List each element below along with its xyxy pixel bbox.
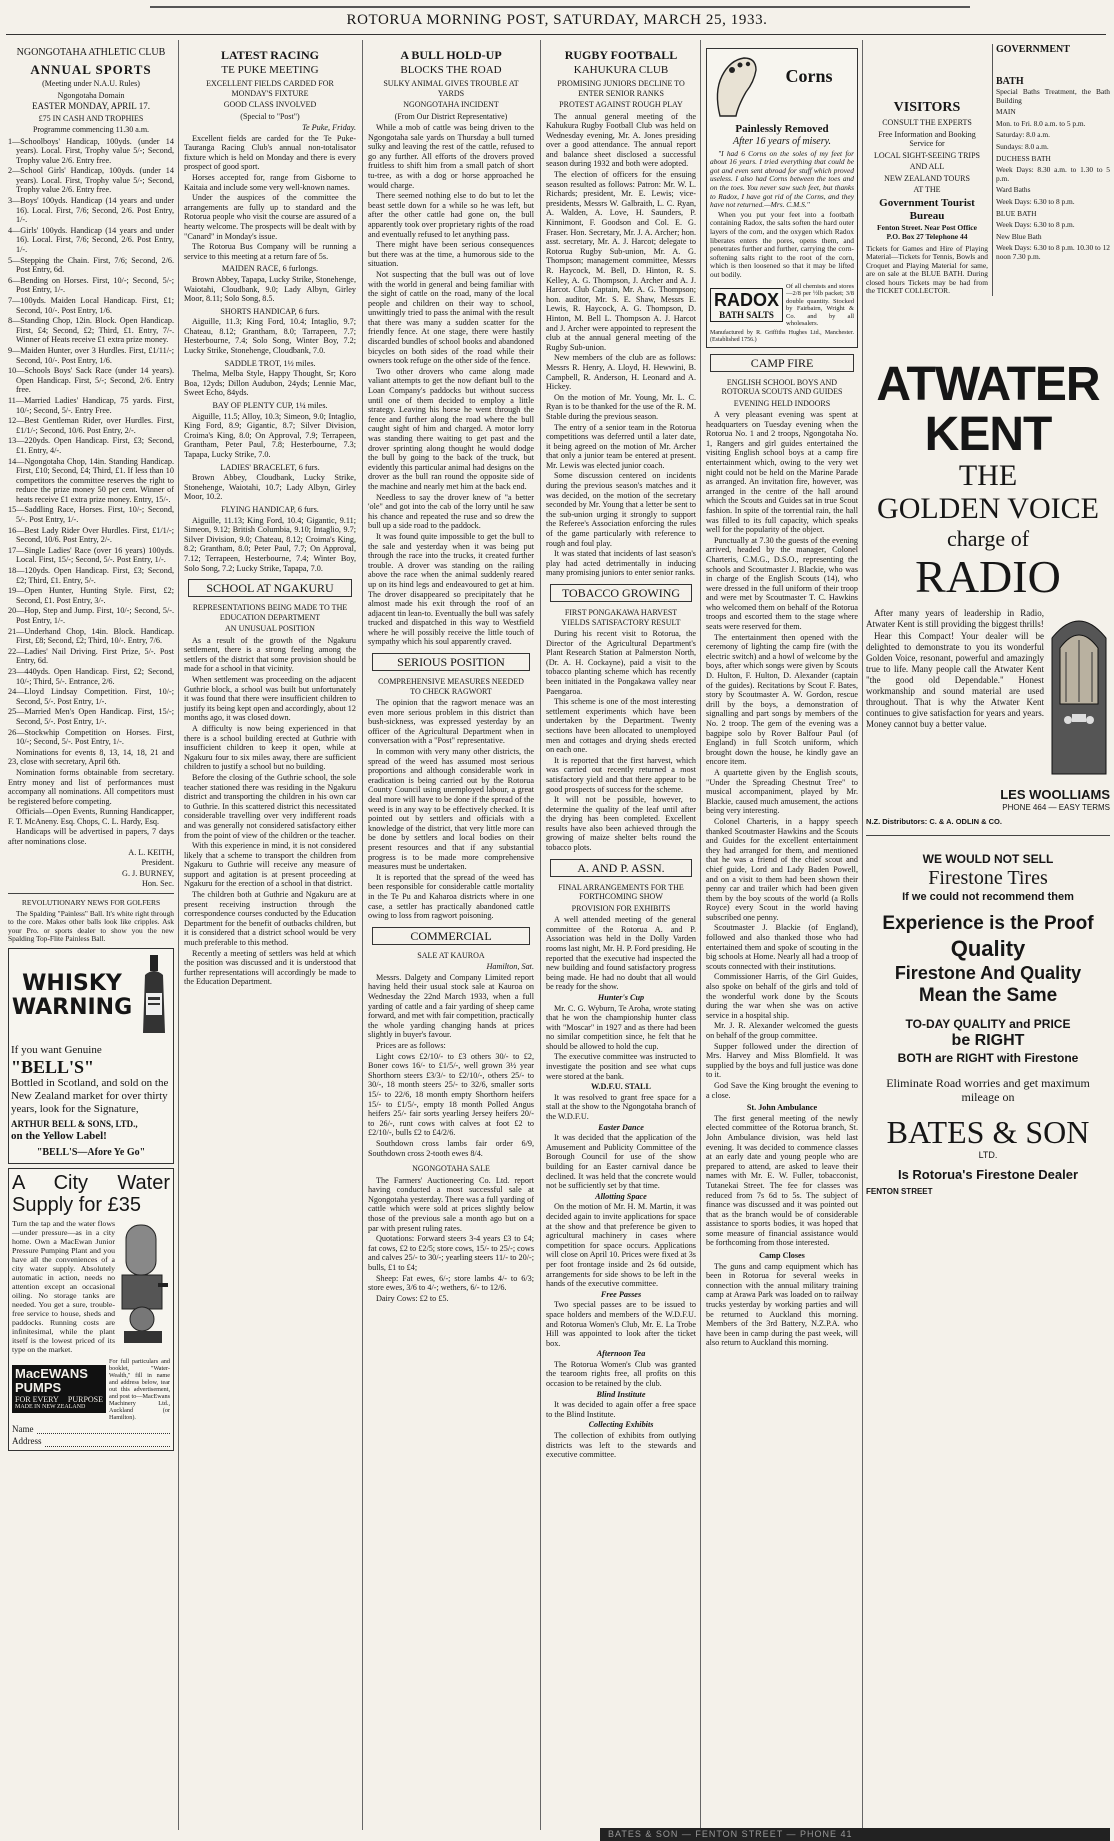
race-name: LADIES' BRACELET, 6 furs. — [220, 462, 320, 472]
firestone-line-5: Quality — [950, 935, 1026, 961]
event-item: 19—Open Hunter, Hunting Style. First, £2; Second, £1. Post Entry, 3/-. — [8, 586, 174, 605]
baths-text: Special Baths Treatment, the Bath Building — [996, 87, 1110, 105]
event-date: EASTER MONDAY, APRIL 17. — [32, 101, 150, 111]
easter-dance-text: It was decided that the application of the Amusement and Publicity Committee of the Borough Council for use of the show building for an Easter carnival dance be declined. It was held that the concrete would not be sufficiently set by that time. — [546, 1133, 696, 1191]
radox-price: Of all chemists and stores—2/8 per ½lb packet; 3/8 double quantity. Stocked by Fairbairn, Wright & Co. and by all wholesalers. — [786, 282, 854, 327]
commercial-paragraph: Southdown cross lambs fair order 6/9, Southdown cross 2-tooth ewes 8/4. — [368, 1138, 534, 1158]
camp-fire-subhead: ENGLISH SCHOOL BOYS AND ROTORUA SCOUTS AND GUIDES — [721, 377, 843, 396]
bull-heading: A BULL HOLD-UP — [400, 48, 502, 62]
radio-title: RADIO — [915, 551, 1061, 603]
bull-subhead-2: NGONGOTAHA INCIDENT — [403, 100, 499, 109]
event-item: 21—Underhand Chop, 14in. Block. Handicap. First, £8; Second, £2; Third, 10/-. Entry, 7/6. — [8, 626, 174, 646]
school-paragraph: Recently a meeting of settlers was held at which the position was discussed and it is understood that further representations will accordingly be made to the Education Department. — [184, 948, 356, 987]
event-item: 1—Schoolboys' Handicap, 100yds. (under 14 years). Local. First, Trophy value 5/-; Second, Trophy value 2/6. Entry free. — [8, 136, 174, 165]
commercial-paragraph: Prices are as follows: — [376, 1040, 446, 1050]
pump-icon — [118, 1219, 170, 1354]
bells-signature: ARTHUR BELL & SONS, LTD., — [11, 1118, 138, 1129]
event-item: 23—440yds. Open Handicap. First, £2; Second, 10/-; Third, 5/-. Entrance, 2/6. — [8, 666, 174, 686]
nz-tours: NEW ZEALAND TOURS — [884, 173, 970, 183]
racing-subhead-2: GOOD CLASS INVOLVED — [223, 100, 317, 109]
phone-terms: PHONE 464 — EASY TERMS — [1002, 802, 1110, 812]
corns-subtitle: Painlessly Removed — [735, 122, 829, 135]
rugby-subhead-2: PROTEST AGAINST ROUGH PLAY — [559, 100, 683, 109]
macewans-logo: MacEWANS PUMPS — [15, 1366, 88, 1395]
ngongotaha-sale-paragraph: Quotations: Forward steers 3-4 years £3 to £4; fat cows, £2 to £2/5; store cows, 15/- to 25/-; cows and calves 25/- to 30/-; yearling steers 11/- to 20/-; bulls, £1 to £4; — [368, 1234, 534, 1272]
event-item: 20—Hop, Step and Jump. First, 10/-; Second, 5/-. Post Entry, 1/-. — [8, 606, 174, 625]
ngongotaha-sale-paragraph: Dairy Cows: £2 to £5. — [376, 1293, 449, 1303]
rugby-heading: RUGBY FOOTBALL — [564, 48, 678, 62]
commercial-paragraph: Light cows £2/10/- to £3 others 30/- to £2, Boner cows 16/- to £1/5/-, well grown 3½ year Shorthorn steers £3/3/- to £2/10/-, others 25/- to 30/-, 18 month steers 25/- to 32/6, smaller sorts 15/- to 22/6, 18 month empty Shorthorn heifers 15/- to £1/5/-, empty 18 month Polled Angus heifers 25/- fair sorts yearling Jersey heifers 20/- to 26/-, runt cows with calves at foot £2 to £2/10/-, bulls £2 to £4/2/6. — [368, 1051, 534, 1138]
golf-heading: REVOLUTIONARY NEWS FOR GOLFERS — [21, 898, 161, 908]
masthead-rule — [6, 34, 1106, 35]
atwater-intro: After many years of leadership in Radio, Atwater Kent is still providing the biggest thrills! — [866, 608, 1044, 630]
timetable-line: Ward Baths — [996, 185, 1031, 195]
corns-title: Corns — [785, 66, 833, 86]
masthead — [0, 0, 1114, 38]
school-paragraph: With this experience in mind, it is not considered likely that a scheme to transport the children from Ngakuru to Guthrie will receive any measure of support and agitation is at present proceeding at Ngakuru for the erection of a school in that district. — [184, 841, 356, 889]
tea-heading: Afternoon Tea — [596, 1349, 646, 1359]
camp-fire-subhead-2: EVENING HELD INDOORS — [733, 398, 831, 408]
event-item: 10—Schools Boys' Sack Race (under 14 years). Open Handicap. First, 5/-; Second, 2/6. Entry free. — [8, 366, 174, 395]
timetable-line: DUCHESS BATH — [996, 153, 1051, 163]
event-item: 9—Maiden Hunter, over 3 Hurdles. First, £1/11/-; Second, 10/-. Post Entry, 1/6. — [8, 345, 174, 365]
venue: Ngongotaha Domain — [57, 90, 125, 100]
ambulance-heading: St. John Ambulance — [746, 1103, 818, 1113]
column-adverts — [866, 44, 1110, 1836]
school-heading: SCHOOL AT NGAKURU — [188, 579, 352, 597]
bull-paragraph: There might have been serious consequences but there was at the time, a humorous side to the situation. — [368, 240, 534, 269]
column-rule — [178, 40, 179, 1830]
macewans-made-in: MADE IN NEW ZEALAND — [15, 1404, 86, 1410]
tobacco-paragraphs — [546, 629, 696, 853]
blind-text: It was decided to again offer a free space to the Blind Institute. — [546, 1400, 696, 1419]
tobacco-subhead: FIRST PONGAKAWA HARVEST YIELDS SATISFACTORY RESULT — [561, 608, 681, 627]
racing-paragraph: Under the auspices of the committee the arrangements are fully up to standard and the Rotorua people who visit the course are assured of a hearty welcome. The prospects will be dealt with by "Canard" in Monday's issue. — [184, 193, 356, 241]
hunters-cup-text: Mr. C. G. Wyburn, Te Aroha, wrote stating that he won the championship hunter class with "Moscar" in 1927 and as there had been no similar competition since, he felt that he should be allowed to hold the cup. — [546, 1003, 696, 1051]
bull-paragraphs — [368, 123, 534, 647]
hunters-cup-text-2: The executive committee was instructed to investigate the position and see what cups were stored at the bank. — [546, 1052, 696, 1081]
events-list — [8, 137, 174, 747]
bull-paragraph: Not suspecting that the bull was out of love with the world in general and being familiar with the sight of cattle on the road, many of the local people and children on their way to school, unwittingly tried to pass the animal with the result that there was many a sudden scatter for the friendly fence. At one stage, there were hastily discarded bundles of school books and abandoned bicycles on both sides of the road while their owners took refuge on the other side of the fence. — [368, 269, 534, 366]
passes-text: Two special passes are to be issued to space holders and members of the W.D.F.U. and Rotorua Women's Club, Mr. E. La Trobe Hill was appointed to look after the ticket box. — [546, 1300, 696, 1348]
footer-strip — [600, 1828, 1110, 1841]
school-paragraph: When settlement was proceeding on the adjacent Guthrie block, a school was built but unfortunately it was found that there were insufficient children to justify its being kept open and accordingly, about 12 months ago, it was closed down. — [184, 675, 356, 723]
firestone-line-6: Firestone And Quality — [894, 962, 1082, 983]
timetable-line: Week Days: 6.30 to 8 p.m. — [996, 196, 1075, 206]
bull-paragraph: Needless to say the drover knew of "a better 'ole" and got into the cab of the lorry until he saw his chance and repeated the ruse and so drew the bull up a side road to the paddock. — [368, 492, 534, 531]
camp-fire-paragraph: God Save the King brought the evening to a close. — [706, 1080, 858, 1100]
firestone-advert — [866, 852, 1110, 1197]
foot-icon — [710, 52, 762, 123]
firestone-right-1: be RIGHT — [951, 1031, 1025, 1049]
race-acceptors: Aiguille, 11.3; King Ford, 10.4; Intaglio, 9.7; Chateau, 8.12; Grantham, 8.0; Tarrapeen, 7.7; Hesterbourne, 7.4; Solo Song, Winter Boy, 7.2; Lucky Strike, Stonehenge, Cloudbank, 7.0. — [184, 317, 356, 356]
bull-paragraph: While a mob of cattle was being driven to the Ngongotaha sale yards on Thursday a bull turned sulky and leaving the rest of the cattle, refused to go any further. All efforts of the drovers proved fruitless to shift him from a small patch of short tu-tree, as with a dog or horse approached he would charge. — [368, 123, 534, 190]
consult-experts: CONSULT THE EXPERTS — [882, 118, 972, 127]
event-item: 16—Best Lady Rider Over Hurdles. First, £1/1/-; Second, 10/6. Post Entry, 2/-. — [8, 525, 174, 545]
timetable-line: Week Days: 8.30 a.m. to 1.30 to 5 p.m. — [996, 165, 1110, 183]
race-name: SADDLE TROT, 1½ miles. — [224, 358, 316, 368]
ap-subhead: FINAL ARRANGEMENTS FOR THE FORTHCOMING SHOW — [558, 882, 684, 902]
event-item: 14—Ngongotaha Chop, 14in. Standing Handicap. First, £10; Second, £4; Third, £1. If less than 10 competitors the committee reserves the right to reduce the prize money 50 per cent. Winner of heats receive £1 extra prize money. Entry, 15/-. — [8, 456, 174, 504]
timetable-line: Mon. to Fri. 8.0 a.m. to 5 p.m. — [996, 118, 1086, 128]
rugby-paragraph: On the motion of Mr. Young, Mr. L. C. Ryan is to be thanked for the use of the R. M. Stable during the previous season. — [546, 392, 696, 421]
tickets-note: Tickets for Games and Hire of Playing Material—Tickets for Tennis, Bowls and Croquet and Playing Material for same, are on sale at the BLUE BATH. During closed hours Tickets may be had from the TICKET COLLECTOR. — [866, 243, 988, 296]
bureau-title-2: Bureau — [909, 209, 945, 222]
at-the: AT THE — [913, 185, 941, 194]
event-item: 3—Boys' 100yds. Handicap (14 years and under 16). Local. First, 7/6; Second, 2/6. Post Entry, 1/-. — [8, 196, 174, 225]
special-note: (Special to "Post") — [240, 111, 300, 121]
secretary-name: G. J. BURNEY, — [122, 868, 174, 878]
rugby-paragraph: The entry of a senior team in the Rotorua competitions was deferred until a later date, it being agreed on the motion of Mr. Archer that only a junior team be entered at present. Mr. Lewis was elected junior coach. — [546, 422, 696, 470]
tobacco-paragraph: It is reported that the first harvest, which was carried out recently returned a most satisfactory yield and that there appear to be good prospects of success for the scheme. — [546, 755, 696, 794]
column-rule — [700, 40, 701, 1830]
ngongotaha-sale-paragraph: Sheep: Fat ewes, 6/-; store lambs 4/- to 6/3; store ewes, 3/6 to 4/-; wethers, 6/- to 12/6. — [368, 1273, 534, 1293]
race-name: BAY OF PLENTY CUP, 1¼ miles. — [212, 401, 328, 411]
serious-paragraph: In common with very many other districts, the spread of the weed has assumed most serious proportions and although considerable work in eradication is being carried out by the Rotorua County Council using unemployed labour, a great deal more will have to be done if the spread of the weed is in any way to be effectively checked. It is pointed out by settlers and officials with a knowledge of the district, that very little more can be done by settlers and local bodies on their present resources and that if any substantial progress is to be made more comprehensive measures must be undertaken. — [368, 747, 534, 872]
officials-note: Officials—Open Events, Running Handicapper, F. T. McAneny. Esq. Chops, C. L. Hardy, Esq. — [8, 807, 174, 826]
bates-dealer: Is Rotorua's Firestone Dealer — [897, 1166, 1079, 1182]
school-paragraph: Before the closing of the Guthrie school, the sole teacher stationed there was residing in the Ngakuru district and transporting the children in his own car to Guthrie. In this scattered district this necessitated considerable travelling over very indifferent roads and was generally not considered satisfactory either from the point of view of the children or the teacher. — [184, 772, 356, 840]
baths-timetable — [996, 108, 1110, 261]
event-item: 7—100yds. Maiden Local Handicap. First, £1; Second, 10/-. Post Entry, 1/6. — [8, 296, 174, 315]
water-supply-text: Turn the tap and the water flows—under pressure—as in a city home. Own a MacEwan Junior Pressure Pumping Plant and you have all the conveniences of a city water supply. Absolutely automatic in action, needs no attention except an occasional oiling. No storage tanks are needed. You get a sure, trouble-free service to house, sheds and paddocks. Running costs are infinitesimal, while the plant itself is the lowest priced of its type on the market. — [12, 1218, 115, 1354]
timetable-line: MAIN — [996, 107, 1016, 117]
rugby-paragraph: The annual general meeting of the Kahukura Rugby Football Club was held on Wednesday evening, Mr. A. Jones presiding over a good attendance. The annual report and balance sheet disclosed a successful season during 1932 and both were adopted. — [546, 111, 696, 169]
closing-note: Nominations for events 8, 13, 14, 18, 21 and 23, close with secretary, April 6th. — [8, 747, 174, 767]
race-acceptances — [184, 264, 356, 573]
allotting-heading: Allotting Space — [595, 1191, 647, 1201]
event-item: 2—School Girls' Handicap, 100yds. (under 14 years). Local. First, Trophy value 5/-; Second, Trophy value 2/6. Entry free. — [8, 166, 174, 195]
firestone-today: TO-DAY QUALITY and PRICE — [905, 1016, 1071, 1031]
serious-paragraph: The opinion that the ragwort menace was an even more serious problem in this district than bush-sickness, was expressed yesterday by an officer of the Agricultural Department when in conversation with a "Post" representative. — [368, 698, 534, 746]
golden-voice-title: GOLDEN VOICE — [877, 492, 1099, 526]
event-item: 26—Stockwhip Competition on Horses. First, 10/-; Second, 5/-. Post Entry, 1/-. — [8, 727, 174, 747]
race-name: SHORTS HANDICAP, 6 furs. — [220, 306, 320, 316]
event-item: 17—Single Ladies' Race (over 16 years) 100yds. Local. First, 15/-; Second, 5/-. Post Entry, 1/-. — [8, 545, 174, 565]
atwater-title: ATWATER — [876, 358, 1100, 412]
commercial-paragraphs — [368, 973, 534, 1158]
column-bull — [368, 44, 534, 1836]
charge-of: charge of — [946, 526, 1030, 552]
race-acceptors: Brown Abbey, Cloudbank, Lucky Strike, Stonehenge, Waiotahi, 10.7; Lady Albyn, Girley Moor, 10.2. — [184, 473, 356, 502]
radox-bath-salts: BATH SALTS — [719, 310, 774, 320]
serious-subhead: COMPREHENSIVE MEASURES NEEDED TO CHECK RAGWORT — [378, 677, 524, 696]
bull-subhead: SULKY ANIMAL GIVES TROUBLE AT YARDS — [383, 79, 519, 98]
camp-fire-paragraph: Commissioner Harris, of the Girl Guides, also spoke on behalf of the girls and told of the wonderful work done by the Scouts during the war when she was on active service in a hospital ship. — [706, 972, 858, 1020]
column-rule — [862, 40, 863, 1830]
bells-slogan: "BELL'S—Afore Ye Go" — [36, 1146, 146, 1158]
firestone-line-2: Firestone Tires — [928, 866, 1048, 889]
les-woolliams: LES WOOLLIAMS — [1000, 786, 1110, 802]
column-rule — [362, 40, 363, 1830]
bull-paragraph: It was found quite impossible to get the bull to the sale and yesterday when it was being put through the race into the trucks, it created further trouble. A drover was standing on the railing above the race when the animal suddenly reared up on its hind legs and endeavoured to get at him. The drover disappeared so precipitately that he almost made his exit through the roof of an adjacent tin lean-to. Eventually the bull was safely trucked and dispatched in this way to Westfield where he will possibly receive the little touch of sympathy which his soul apparently craved. — [368, 531, 534, 647]
and-all: AND ALL — [909, 162, 945, 171]
event-item: 11—Married Ladies' Handicap, 75 yards. First, 10/-; Second, 5/-. Entry Free. — [8, 395, 174, 415]
divider — [8, 893, 174, 894]
commercial-dateline: Hamilton, Sat. — [486, 962, 534, 972]
masthead-title: ROTORUA MORNING POST, SATURDAY, MARCH 25, 1933. — [346, 12, 768, 28]
atwater-text: Hear this Compact! Your dealer will be delighted to demonstrate to you its wonderful Golden Voice, resonant, powerful and amazingly true to life. Many people call the Atwater Kent "the good old Dependable." Honest workmanship and sound material are used throughout. That is why the Atwater Kent continues to give satisfaction for years and years. Money cannot buy a better value. — [866, 631, 1044, 730]
camp-fire-heading: CAMP FIRE — [710, 354, 854, 372]
ambulance-text: The first general meeting of the newly elected committee of the Rotorua branch, St. John Ambulance division, was held last evening. It was decided to commence classes at an early date and young people who are prepared to attend, are asked to leave their names with Mr. E. W. Fuller, tobacconist, Tutanekai Street. The fee for classes was reduced from 7s 6d to 5s. The subject of finance was discussed and it was pointed out that as the branch would be of considerable assistance to sports bodies, it was hoped that some measure of financial assistance would be forthcoming from those interested. — [706, 1113, 858, 1248]
bells-yellow-label: on the Yellow Label! — [11, 1129, 107, 1142]
tobacco-paragraph: During his recent visit to Rotorua, the Director of the Agricultural Department's Plant Research Station at Palmerston North, (Dr. A. H. Cockayne), paid a visit to the tobacco planting scheme which has recently been initiated in the Pongakawa valley near Paengaroa. — [546, 629, 696, 696]
timetable-line: BLUE BATH — [996, 208, 1037, 218]
whisky-advert — [8, 948, 174, 1164]
tea-text: The Rotorua Women's Club was granted the tearoom rights free, all profits on this occasion to be retained by the club. — [546, 1359, 696, 1389]
booking-service: Free Information and Booking Service for — [878, 129, 976, 148]
tobacco-paragraph: This scheme is one of the most interesting settlement experiments which have been undertaken by the Department. Twenty sections have been allocated to unemployed men and cottages and drying sheds erected on each one. — [546, 697, 696, 755]
school-subhead: REPRESENTATIONS BEING MADE TO THE EDUCATION DEPARTMENT — [192, 603, 348, 622]
water-supply-heading: A City Water Supply for £35 — [12, 1171, 170, 1216]
ap-subhead-2: PROVISION FOR EXHIBITS — [571, 903, 671, 913]
camp-fire-paragraph: A quartette given by the English scouts, "Under the Spreading Chestnut Tree" to musical accompaniment, played by Mr. Blackie, caused much amusement, the actions being very interesting. — [706, 767, 858, 816]
bells-text: Bottled in Scotland, and sold on the New Zealand market for over thirty years, look for the Signature, — [11, 1076, 169, 1115]
event-item: 24—Lloyd Lindsay Competition. First, 10/-; Second, 5/-. Post Entry, 1/-. — [8, 687, 174, 706]
camp-fire-paragraph: Scoutmaster J. Blackie (of England), followed and also thanked those who had entertained them and spoke of scouting in the big schools at Home. Nearly all had a troop of scouts connected with their institutions. — [706, 923, 858, 971]
event-item: 13—220yds. Open Handicap. First, £3; Second, £1. Entry, 4/-. — [8, 436, 174, 455]
rugby-paragraphs — [546, 112, 696, 579]
school-paragraph: The children both at Guthrie and Ngakuru are at present receiving instruction through the correspondence courses conducted by the Education Department for the benefit of outbacks children, but it is considered that a district school would be very much preferable to this method. — [184, 890, 356, 948]
rugby-paragraph: The election of officers for the ensuing season resulted as follows: Patron: Mr. W. L. Richards; president, Mr. E. Lewis; vice-presidents, Messrs W. Galbraith, L. C. Ryan, A. Walden, A. Love, H. Saunders, P. Kinnimont, F. Goodson and Col. E. G. Fraser. Hon. Secretary, Mr. J. A. Archer; hon. asst. secretary, Mr. A. J. Harcot; delegate to Rotorua Rugby Sub-union, Mr. A. G. Thompson; management committee, Messrs R. Haycock, M. Bell, D. Hinton, R. S. Kelley, A. G. Thompson, J. Archer and A. J. Harcot. Club Captain, Mr. A. G. Thompson; hon. auditor, Mr. S. E. Shaw, Messrs E. Lewis, R. Haycock, A. G. Thompson, D. Hinton, M. Bell L. Thompson A. J. Harcot and J. Archer were appointed to represent the club at the annual general meeting of the Rugby Sub-union. — [546, 170, 696, 352]
ngongotaha-sale-paragraph: The Farmers' Auctioneering Co. Ltd. report having conducted a most successful sale at Ngongotaha yesterday. There was a full yarding of cattle which were sold at prices slightly below those of the previous sale a month ago but on a par with present ruling rates. — [368, 1175, 534, 1233]
corns-text: When you put your feet into a footbath containing Radox, the salts soften the hard outer layers of the corn, and the oxygen which Radox liberates enters the pores, opens them, and penetrates further and further, carrying the corn-softening salts right to the root of the corn, which is then loosened so that it may be lifted out bodily. — [710, 209, 854, 279]
serious-paragraph: It is reported that the spread of the weed has been responsible for considerable cattle mortality in the Te Pu and Kaharoa districts where in one case, a settler has practically abandoned cattle owing to loss from ragwort poisoning. — [368, 872, 534, 921]
government-heading: GOVERNMENT — [996, 44, 1070, 55]
easter-dance-heading: Easter Dance — [598, 1122, 644, 1132]
rules-note: (Meeting under N.A.U. Rules) — [42, 79, 140, 88]
bull-paragraph: Two other drovers who came along made valiant attempts to get the now defiant bull to the Loan Company's paddocks but without success until one of them decided to employ a little strategy. Leaving his horse he went through the fence and further along the road where the bull caught sight of him and charged. A motor lorry was standing there waiting to get past and the drover sprinting along thought he would dodge the bull by going to the back of the truck, but evidently this particular animal had designs on the drover as the bull ran round the opposite side of the machine and nearly met him at the back end. — [368, 366, 534, 491]
radox-advert — [706, 48, 858, 348]
event-item: 18—120yds. Open Handicap. First, £3; Second, £2; Third, £1. Entry, 5/-. — [8, 566, 174, 585]
sightseeing-trips: LOCAL SIGHT-SEEING TRIPS — [874, 150, 980, 160]
race-name: MAIDEN RACE, 6 furlongs. — [221, 264, 319, 274]
timetable-line: Saturday: 8.0 a.m. — [996, 130, 1050, 140]
racing-paragraph: The Rotorua Bus Company will be running a service to this meeting at a return fare of 5s. — [184, 242, 356, 261]
macewans-advert — [8, 1168, 174, 1451]
camp-fire-paragraph: Mr. J. R. Alexander welcomed the guests on behalf of the group committee. — [706, 1021, 858, 1040]
school-paragraphs — [184, 636, 356, 987]
event-item: 15—Saddling Race, Horses. First, 10/-; Second, 5/-. Post Entry, 1/-. — [8, 505, 174, 525]
school-paragraph: A difficulty is now being experienced in that there is a school building erected at Guthrie with insufficient children to keep it open, while at Ngakuru four to six miles away, there are sufficient children to justify a school but no building. — [184, 723, 356, 772]
camp-fire-paragraphs — [706, 410, 858, 1100]
tobacco-heading: TOBACCO GROWING — [550, 584, 692, 602]
golf-text: The Spalding "Painless" Ball. It's white right through to the core. Makes other balls look like cripples. Ask your Pro. or sports dealer to show you the new Spalding Top-Flite Painless Ball. — [8, 908, 174, 944]
collecting-heading: Collecting Exhibits — [588, 1420, 654, 1430]
radox-manufacturer: Manufactured by R. Griffiths Hughes Ltd., Manchester. (Established 1756.) — [710, 329, 854, 343]
bull-source: (From Our District Representative) — [394, 111, 508, 121]
column-athletics — [8, 44, 174, 1836]
warning-title: WARNING — [11, 995, 133, 1021]
bull-paragraph: There seemed nothing else to do but to let the beast settle down for a while so he was left, but after the other cattle had gone on, the bull apparently took over proprietary rights of the road and eventually refused to let anything pass. — [368, 191, 534, 239]
racing-heading: LATEST RACING — [221, 48, 319, 62]
tobacco-paragraph: It will not be possible, however, to determine the quality of the leaf until after the drying has been completed. Excellent results have also been achieved through the growing of maize shelter belts round the tobacco plots. — [546, 795, 696, 853]
visitors-title: VISITORS — [893, 100, 961, 115]
racing-paragraphs — [184, 134, 356, 262]
macewans-coupon-text: For full particulars and booklet, "Water-Wealth," fill in name and address below, tear out this advertisement, and post to—MacEwans Machinery Ltd., Auckland (or Hamilton). — [109, 1357, 170, 1421]
wdfu-heading: W.D.F.U. STALL — [591, 1082, 651, 1092]
allotting-text: On the motion of Mr. H. M. Martin, it was decided again to invite applications for space at the show and that preference be given to agricultural machinery in cases where competition for space occurs. Applications will close on April 10. Prices were fixed at 3s per foot frontage inside and 2s 6d outside, arrangements for side shows to be left in the hands of the executive committee. — [546, 1202, 696, 1289]
camp-fire-paragraph: The entertainment then opened with the ceremony of lighting the camp fire (with the electric switch) and a howl of welcome by the boys, after which songs were given by Scouts D. Hulton, F. Hulton, D. Alexander (captain of the guides). Recitations by Scout F. Bates, story by Scoutmaster A. W. Gordon, rescue drill by the boys, a demonstration of signalling and part songs by members of the No. 2 troop. The gem of the evening was a bagpipe solo by Rover Balfour Paul (of England) in full Scotch uniform, which brought down the house, he kindly gave an encore item. — [706, 632, 858, 767]
column-radox-campfire — [706, 44, 858, 1836]
hunters-cup-heading: Hunter's Cup — [597, 992, 645, 1002]
ap-paragraph: A well attended meeting of the general committee of the Rotorua A. and P. Association was held in the Dolly Varden rooms last night, Mr. H. P. Ford presiding. He reported that the executive had inspected the new building and found satisfactory progress being made. He had no doubt that all would be ready for the show. — [546, 915, 696, 992]
race-acceptors: Aiguille, 11.5; Alloy, 10.3; Simeon, 9.0; Intaglio, King Ford, 8.9; Gigantic, 8.7; Silver Division, Croima's King, 8.0; On Approval, 7.9; Terrapeen, Grantham, Peter Paul, 7.8; Hesterbourne, 7.3; Tapapa, Lucky Strike, 7.0. — [184, 411, 356, 459]
racing-dateline: Te Puke, Friday. — [302, 123, 356, 132]
passes-heading: Free Passes — [600, 1289, 642, 1299]
divider — [866, 835, 1110, 836]
event-item: 22—Ladies' Nail Driving. First Prize, 5/-. Post Entry, 6d. — [8, 646, 174, 666]
president-name: A. L. KEITH, — [128, 847, 174, 857]
timetable-line: New Blue Bath — [996, 231, 1042, 241]
ngongotaha-sale-heading: NGONGOTAHA SALE — [412, 1164, 490, 1174]
rugby-paragraph: Some discussion centered on incidents during the previous season's matches and it was decided, on the motion of the secretary seconded by Mr. Young that a letter be sent to the sub-union urging it strongly to support the Referee's Association enforcing the rules of the game particularly with reference to rough and foul play. — [546, 471, 696, 548]
commercial-paragraph: Messrs. Dalgety and Company Limited report having held their usual stock sale at Kauroa on Wednesday the 22nd March 1933, when a full yarding of cattle and a fair yarding of sheep came forward, and met with fair competition, practically the whole yarding changing hands at prices slightly in buyer's favour. — [368, 972, 534, 1040]
ngongotaha-sale-paragraphs — [368, 1176, 534, 1304]
corns-testimonial: "I had 6 Corns on the soles of my feet for about 16 years. I tried everything that could be got and even sent abroad for stuff which proved useless. I also had Corns between the toes and on the toes. You never saw such feet, but thanks to Radox, I have got rid of the Corns, and they have not returned.—Mrs. C.M.S." — [710, 148, 854, 210]
nz-distributors: N.Z. Distributors: C. & A. ODLIN & CO. — [866, 816, 1002, 826]
ap-heading: A. AND P. ASSN. — [550, 859, 692, 877]
commercial-subhead: SALE AT KAUROA — [417, 950, 485, 960]
annual-sports-heading: ANNUAL SPORTS — [30, 62, 152, 77]
president-title: President. — [141, 858, 174, 868]
prize-total: £75 IN CASH AND TROPHIES — [38, 113, 144, 123]
bates-address: FENTON STREET — [866, 1186, 933, 1196]
timetable-line: Week Days: 6.30 to 8 p.m. — [996, 220, 1075, 230]
radio-cabinet-icon — [1048, 608, 1110, 781]
atwater-kent-advert — [866, 360, 1110, 827]
rugby-subhead: PROMISING JUNIORS DECLINE TO ENTER SENIOR RANKS — [557, 79, 685, 98]
secretary-title: Hon. Sec. — [141, 879, 174, 889]
timetable-line: Sundays: 8.0 a.m. — [996, 141, 1049, 151]
ap-paragraphs — [546, 915, 696, 992]
camp-closes-text: The guns and camp equipment which has been in Rotorua for several weeks in connection with the annual military training camp at Arawa Park was loaded on to railway trucks yesterday by working parties and will be returned to Auckland this morning. Members of the 3rd Battery, N.Z.P.A. who have been in camp during the past week, will also return to Auckland this morning. — [706, 1261, 858, 1348]
race-acceptors: Brown Abbey, Tapapa, Lucky Strike, Stonehenge, Waiotahi, Cloudbank, 9.0; Lady Albyn, Girley Moor, 8.11; Solo Song, 8.5. — [184, 274, 356, 304]
event-item: 5—Stepping the Chain. First, 7/6; Second, 2/6. Post Entry, 6d. — [8, 255, 174, 275]
column-rule — [540, 40, 541, 1830]
firestone-right-2: BOTH are RIGHT with Firestone — [897, 1050, 1079, 1065]
bureau-title: Government Tourist — [879, 196, 975, 209]
serious-heading: SERIOUS POSITION — [372, 653, 530, 671]
firestone-line-3: If we could not recommend them — [902, 890, 1074, 903]
bates-ltd: LTD. — [978, 1149, 998, 1160]
coupon-name-field[interactable] — [37, 1425, 171, 1434]
rugby-paragraph: It was stated that incidents of last season's play had acted detrimentally in inducing many promising juniors to enter senior ranks. — [546, 549, 696, 578]
race-acceptors: Aiguille, 11.13; King Ford, 10.4; Gigantic, 9.11; Simeon, 9.12; British Columbia, 9.10; Intaglio, 9.7; Silver Division, 9.0; Chateau, 8.12; Croima's King, 8.2; Grantham, 8.0; Peter Paul, 7.7; On Approval, 7.12; Terrapeen, Hesterbourne, 7.4; Winter Boy, Solo Song, 7.2; Lucky Strike, Tapapa, 7.0. — [184, 515, 356, 573]
event-item: 8—Standing Chop, 12in. Block. Open Handicap. First, £4; Second, £2; Third, £1. Entry, 7/-. Winner of Heats receive £1 extra prize money. — [8, 316, 174, 345]
racing-paragraph: Excellent fields are carded for the Te Puke-Tauranga Racing Club's annual non-totalisator fixture which is held on Monday and there is every prospect of good sport. — [184, 133, 356, 172]
macewans-tag-2: PURPOSE — [67, 1395, 103, 1404]
firestone-eliminate: Eliminate Road worries and get maximum mileage on — [886, 1075, 1090, 1104]
timetable-line: Week Days: 6.30 to 8 p.m. 10.30 to 12 noon 7.30 p.m. — [996, 243, 1110, 261]
corns-subtitle-2: After 16 years of misery. — [732, 135, 832, 147]
firestone-line-1: WE WOULD NOT SELL — [922, 851, 1054, 866]
camp-fire-paragraph: Punctually at 7.30 the guests of the evening arrived, headed by the manager, Colonel Charteris, C.M.G., D.S.O., representing the schools and Scoutmaster J. Blackie, who was in charge of the English Scouts (14), who were dressed in the full uniform of their troop and were met by Scoutmaster T. C. Hawkins who welcomed them on behalf of the Rotorua troops and escorted them to the stage where seats were reserved for them. — [706, 535, 858, 632]
event-item: 6—Bending on Horses. First, 10/-; Second, 5/-; Post Entry, 1/-. — [8, 275, 174, 295]
footer-text: BATES & SON — FENTON STREET — PHONE 41 — [608, 1829, 853, 1839]
athletic-club-heading: NGONGOTAHA ATHLETIC CLUB — [16, 47, 166, 58]
coupon-address-field[interactable] — [45, 1438, 171, 1447]
programme-time: Programme commencing 11.30 a.m. — [32, 125, 150, 134]
race-acceptors: Thelma, Melba Style, Happy Thought, Sr; Koro Boa, 12yds; Dillon Audubon, 24yds; Lennie Mac, Sweet Echo, 84yds. — [184, 369, 356, 398]
commercial-heading: COMMERCIAL — [372, 927, 530, 945]
whisky-bottle-icon — [137, 953, 171, 1040]
bells-intro: If you want Genuine — [11, 1043, 102, 1056]
bureau-address: Fenton Street. Near Post Office — [877, 222, 977, 232]
macewans-tag-1: FOR EVERY — [15, 1395, 59, 1404]
bells-name: "BELL'S" — [11, 1056, 95, 1077]
whisky-title: WHISKY — [22, 971, 122, 997]
coupon-name-label: Name — [12, 1423, 34, 1434]
school-subhead-2: AN UNUSUAL POSITION — [225, 624, 315, 634]
baths-advert — [992, 44, 1110, 296]
column-racing — [184, 44, 356, 1836]
visitors-advert — [866, 44, 988, 296]
school-paragraph: As a result of the growth of the Ngakuru settlement, there is a strong feeling among the settlers of the district that some provision should be made for a school in that vicinity. — [184, 635, 356, 674]
wdfu-text: It was resolved to grant free space for a stall at the show to the Ngongotaha branch of the W.D.F.U. — [546, 1092, 696, 1122]
blind-heading: Blind Institute — [596, 1389, 646, 1399]
firestone-line-4: Experience is the Proof — [882, 912, 1094, 934]
camp-fire-paragraph: Supper followed under the direction of Mrs. Harvey and Miss Blomfield. It was supplied by the boys and full justice was done to it. — [706, 1041, 858, 1080]
firestone-line-7: Mean the Same — [918, 984, 1058, 1006]
bull-heading-2: BLOCKS THE ROAD — [400, 64, 502, 76]
te-puke-heading: TE PUKE MEETING — [221, 64, 319, 76]
racing-subhead: EXCELLENT FIELDS CARDED FOR MONDAY'S FIXTURE — [206, 79, 334, 98]
bureau-contact: P.O. Box 27 Telephone 44 — [886, 231, 968, 241]
forms-note: Nomination forms obtainable from secretary. Entry money and list of performances must accompany all nominations. All competitors must be registered before competing. — [8, 767, 174, 806]
event-item: 4—Girls' 100yds. Handicap (14 years and under 16). Local. First, 7/6; Second, 2/6. Post Entry, 1/-. — [8, 225, 174, 255]
camp-fire-paragraph: A very pleasant evening was spent at headquarters on Tuesday evening when the Rotorua No. 1 and 2 troops, Ngongotaha No. 1, Rangers and girl guides entertained the visiting English school boys at a camp fire entertainment which, owing to the very wet night could not be held on the Marine Parade as arranged. An invitation fire, however, was arranged in the centre of the hall around which the Scouts and Guides sat in true Scout fashion. In spite of the torrential rain, the hall was filled to its full capacity, which speaks well for the popularity of the object. — [706, 410, 858, 535]
camp-fire-paragraph: Colonel Charteris, in a happy speech thanked Scoutmaster Hawkins and the Scouts and Guides for the excellent entertainment they had arranged for them, and mentioned that he was a friend of the chief scout and chief guide, Lord and Lady Baden Powell, and on a visit to them had been shown their penny car and trailer which had been given them by the boy scouts of the world (a Rolls Royce) every Scout in the world having subscribed one penny. — [706, 816, 858, 922]
handicaps-note: Handicaps will be advertised in papers, 7 days after nominations close. — [8, 827, 174, 847]
coupon-address-label: Address — [12, 1436, 42, 1447]
kahukura-heading: KAHUKURA CLUB — [573, 64, 669, 76]
camp-closes-heading: Camp Closes — [759, 1251, 805, 1261]
race-name: FLYING HANDICAP, 6 furs. — [221, 504, 319, 514]
racing-paragraph: Horses accepted for, range from Gisborne to Kaitaia and include some very well-known names. — [184, 172, 356, 192]
event-item: 25—Married Men's Open Handicap. First, 15/-; Second, 5/-. Post Entry, 1/-. — [8, 707, 174, 726]
rugby-paragraph: New members of the club are as follows: Messrs R. Henry, A. Lloyd, H. Hewwini, B. Campbell, R. Anderson, H. Leonard and A. Hickey. — [546, 353, 696, 392]
collecting-text: The collection of exhibits from outlying districts was left to the stewards and executive committee. — [546, 1431, 696, 1460]
baths-heading: BATH — [996, 76, 1024, 87]
event-item: 12—Best Gentleman Rider, over Hurdles. First, £1/1/-; Second, 10/6. Post Entry, 2/-. — [8, 416, 174, 435]
column-rugby — [546, 44, 696, 1836]
bates-title: BATES & SON — [886, 1113, 1090, 1150]
radox-logo: RADOX — [714, 290, 780, 310]
serious-paragraphs — [368, 698, 534, 921]
masthead-ornament — [150, 6, 970, 8]
the-label: THE — [958, 459, 1018, 493]
kent-title: KENT — [924, 408, 1052, 462]
